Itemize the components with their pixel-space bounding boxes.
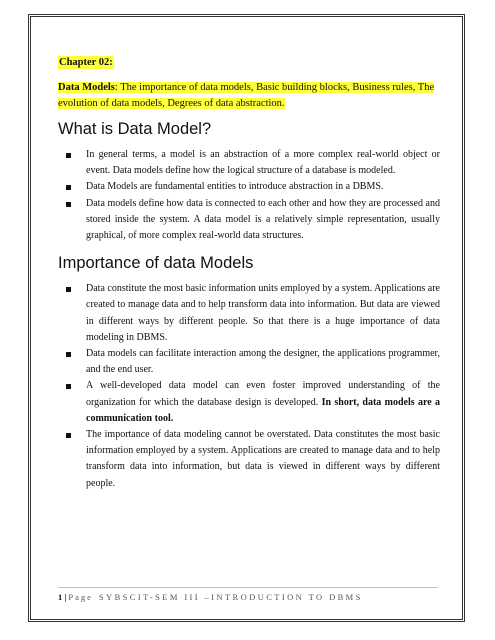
page-label: Page [68,592,93,602]
list-item: In general terms, a model is an abstraction of a more complex real-world object or event. Data models define how the logical structure of a database is modeled. [58,147,440,179]
list-item: Data models define how data is connected to each other and how they are processed and stored inside the system. A data model is a relatively simple representation, usually graphical, of more complex real-world data structures. [58,196,440,245]
page-footer [58,587,438,602]
list-item: Data Models are fundamental entities to introduce abstraction in a DBMS. [58,179,440,195]
bullet-icon [66,287,71,292]
intro-label: Data Models [58,82,115,93]
section-heading-importance: Importance of data Models [58,254,254,273]
list-item: The importance of data modeling cannot be overstated. Data constitutes the most basic information employed by a system. Applications are created to manage data and to help transform data into information, but data is viewed in different ways by different people. [58,427,440,492]
section-heading-what-is-data-model: What is Data Model? [58,120,212,138]
bullet-icon [66,433,71,438]
section-list-importance [58,281,440,492]
list-item: A well-developed data model can even foster improved understanding of the organization for which the database design is developed. In short, data models are a communication tool. [58,378,440,427]
bullet-icon [66,352,71,357]
page-number: 1 [58,592,63,602]
bullet-icon [66,202,71,207]
chapter-intro [58,80,440,112]
footer-separator: | [62,592,69,602]
section-list-what-is-data-model [58,147,440,244]
intro-text: : The importance of data models, Basic building blocks, Business rules, The evolution of data models, Degrees of data abstraction. [58,82,435,109]
course-title: SYBSCIT-SEM III –INTRODUCTION TO DBMS [98,592,363,602]
list-item: Data models can facilitate interaction among the designer, the applications programmer, and the end user. [58,346,440,378]
chapter-label: Chapter 02: [59,57,113,68]
bullet-icon [66,185,71,190]
bold-phrase: In short, data models are a communication tool. [86,396,440,424]
list-item: Data constitute the most basic information units employed by a system. Applications are created to manage data and to help transform data into information. But data are viewed in different ways by different people. So that there is a huge importance of data modeling in DBMS. [58,281,440,346]
document-body [58,57,440,502]
bullet-icon [66,153,71,158]
chapter-title [58,57,440,68]
bullet-icon [66,384,71,389]
